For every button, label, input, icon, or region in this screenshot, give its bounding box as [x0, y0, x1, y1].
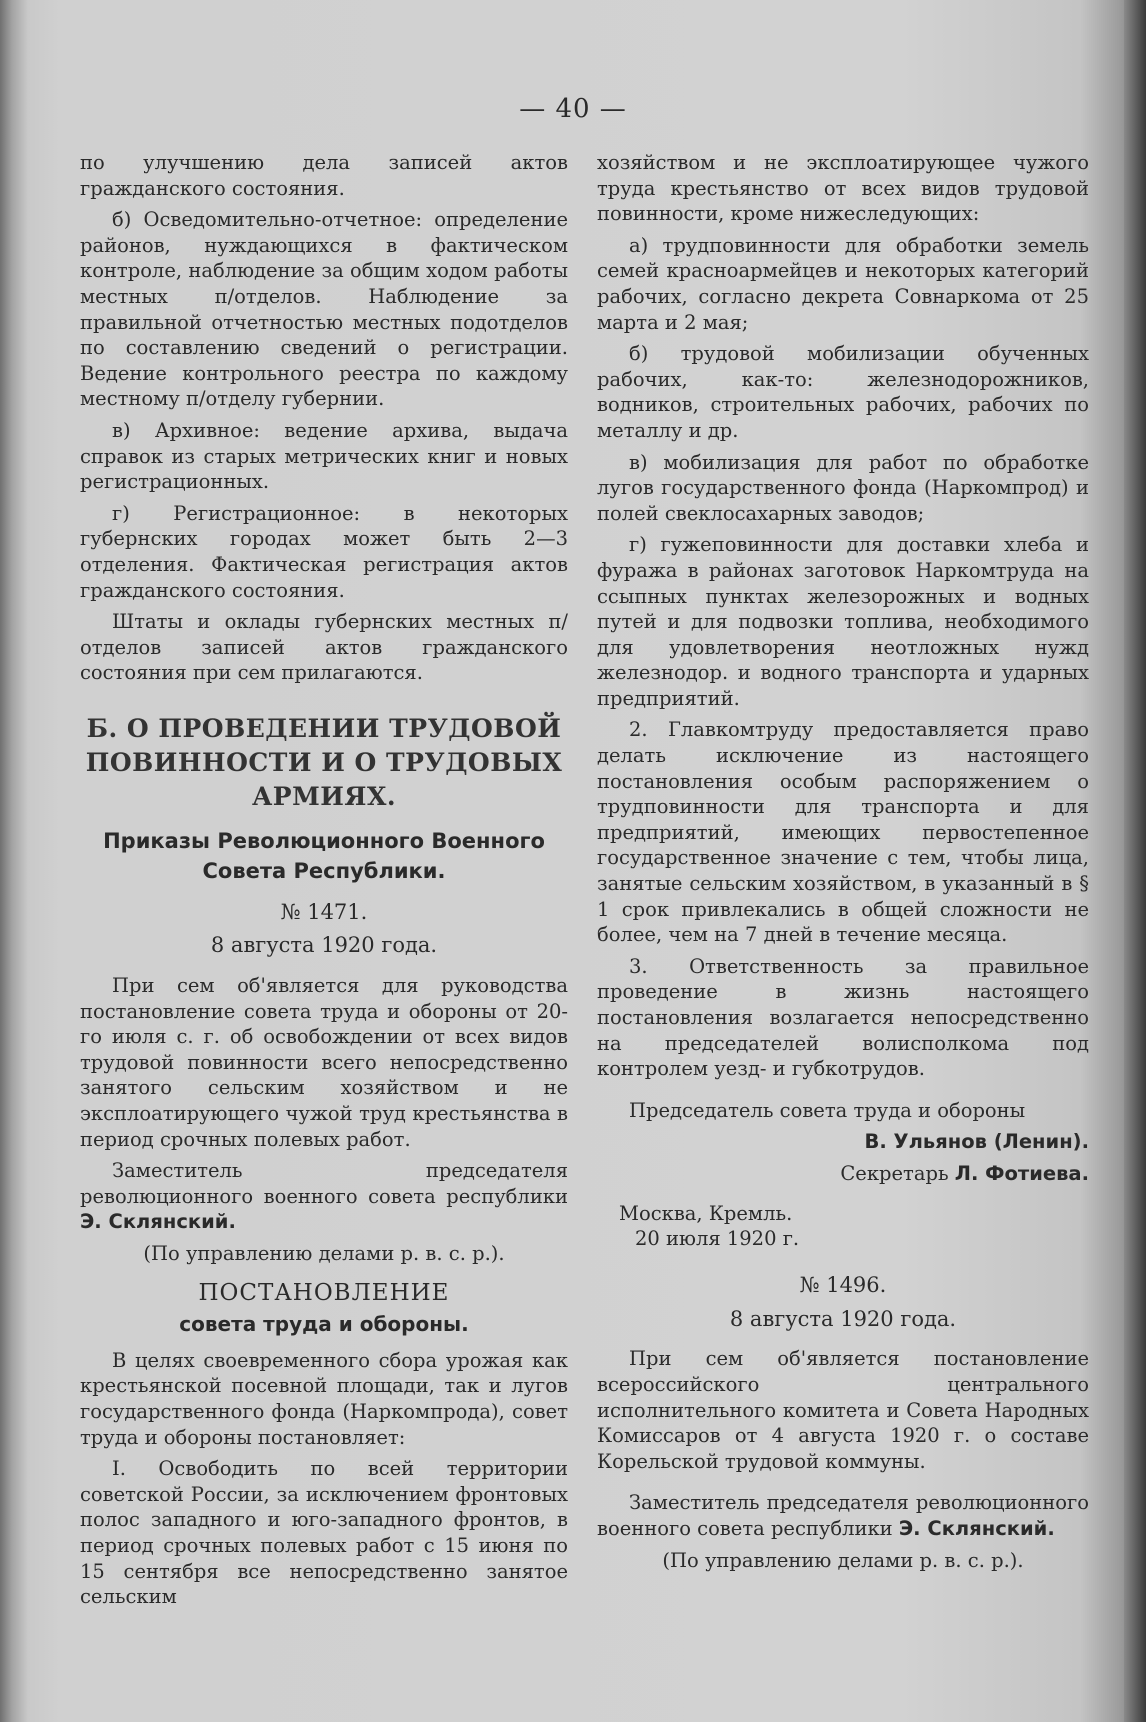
page-number: — 40 — — [519, 94, 627, 124]
order-1496-office: (По управлению делами р. в. с. р.). — [662, 1548, 1024, 1572]
place-date: 20 июля 1920 г. — [635, 1226, 800, 1250]
left-column — [80, 150, 568, 1616]
signature-title: Заместитель председателя революционного военного совета республики — [80, 1159, 568, 1208]
page-edge-shadow — [1124, 0, 1146, 1722]
order-1496-text: При сем об'является постановление всероссийского центрального исполнительного комитета и Совета Народных Комиссаров от 4 августа 1920 г. о составе Корельской трудовой коммуны. — [597, 1347, 1089, 1473]
order-1471-date: 8 августа 1920 года. — [210, 933, 438, 958]
order-1496-date: 8 августа 1920 года. — [729, 1306, 957, 1331]
decree-item-1: I. Освободить по всей территории советской России, за исключением фронтовых полос западного и юго-западного фронтов, в период срочных полевых работ с 15 июня по 15 сентября все непосредственно занятое сельским — [80, 1457, 568, 1609]
exception-b: б) трудовой мобилизации обученных рабочих, как-то: железнодорожников, водников, строительных рабочих, рабочих по металлу и др. — [597, 342, 1089, 442]
secretary-line — [597, 1161, 1089, 1187]
order-1496-signature — [597, 1490, 1089, 1541]
item-v-archive: в) Архивное: ведение архива, выдача справок из старых метрических книг и новых регистрационных. — [80, 418, 568, 494]
decree-point-3: 3. Ответственность за правильное проведение в жизнь настоящего постановления возлагается непосредственно на председателей волисполкома под контролем уезд- и губкотрудов. — [597, 954, 1089, 1081]
order-1496-number: № 1496. — [799, 1273, 887, 1298]
right-column — [597, 150, 1089, 1579]
decree-point-2: 2. Главкомтруду предоставляется право делать исключение из настоящего постановления особым распоряжением о трудповинности для транспорта и для предприятий, имеющих первостепенное государственное значение с тем, чтобы лица, занятые сельским хозяйством, в указанный в § 1 срок привлекались в общей сложности не более, чем на 7 дней в течение месяца. — [597, 718, 1089, 947]
intro-tail: по улучшению дела записей актов гражданского состояния. — [80, 151, 568, 200]
order-1471-office: (По управлению делами р. в. с. р.). — [143, 1242, 505, 1265]
exception-g: г) гужеповинности для доставки хлеба и фуража в районах заготовок Наркомтруда на ссыпных пунктах железорожных и водных путей и для подвозки топлива, необходимого для удовлетворения неотложных нужд железнодор. и водного транспорта и ударных предприятий. — [597, 533, 1089, 710]
signature-name: Э. Склянский. — [80, 1210, 236, 1234]
orders-title: Приказы Революционного Военного Совета Республики. — [103, 828, 545, 883]
signature-title-2: Заместитель председателя революционного военного совета республики — [597, 1491, 1089, 1540]
exception-a: а) трудповинности для обработки земель семей красноармейцев и некоторых категорий рабочих, согласно декрета Совнаркома от 25 марта и 2 мая; — [597, 233, 1089, 334]
decree-preamble: В целях своевременного сбора урожая как крестьянской посевной площади, так и лугов государственного фонда (Наркомпрода), совет труда и обороны постановляет: — [80, 1348, 568, 1449]
staff-note: Штаты и оклады губернских местных п/отделов записей актов гражданского состояния при сем прилагаются. — [80, 610, 568, 685]
signature-name-2: Э. Склянский. — [898, 1516, 1055, 1540]
chair-name: В. Ульянов (Ленин). — [864, 1130, 1089, 1154]
secretary-title: Секретарь — [840, 1161, 949, 1185]
decree-continuation: хозяйством и не эксплоатирующее чужого труда крестьянство от всех видов трудовой повинности, кроме нижеследующих: — [597, 151, 1089, 226]
place: Москва, Кремль. — [619, 1201, 793, 1225]
section-title: Б. О ПРОВЕДЕНИИ ТРУДОВОЙ ПОВИННОСТИ И О ТРУДОВЫХ АРМИЯХ. — [85, 713, 563, 811]
order-1471-text: При сем об'является для руководства постановление совета труда и обороны от 20-го июля с. г. об освобождении от всех видов трудовой повинности всего непосредственно занятого сельским хозяйством и не эксплоатирующего чужой труд крестьянства в период срочных полевых работ. — [80, 974, 568, 1151]
exception-v: в) мобилизация для работ по обработке лугов государственного фонда (Наркомпрод) и полей свеклосахарных заводов; — [597, 450, 1089, 525]
decree-subheading: совета труда и обороны. — [179, 1312, 469, 1337]
decree-heading: ПОСТАНОВЛЕНИЕ — [198, 1279, 450, 1306]
item-g-registration: г) Регистрационное: в некоторых губернских городах может быть 2—3 отделения. Фактическая регистрация актов гражданского состояния. — [80, 501, 568, 602]
item-b-informational: б) Осведомительно-отчетное: определение районов, нуждающихся в фактическом контроле, наблюдение за общим ходом работы местных п/отделов. Наблюдение за правильной отчетностью местных подотделов по составлению сведений о регистрации. Ведение контрольного реестра по каждому местному п/отделу губернии. — [80, 208, 568, 411]
secretary-name: Л. Фотиева. — [954, 1161, 1089, 1185]
order-1471-number: № 1471. — [280, 899, 368, 924]
order-1471-signature — [80, 1158, 568, 1235]
chair-title: Председатель совета труда и обороны — [629, 1098, 1026, 1122]
